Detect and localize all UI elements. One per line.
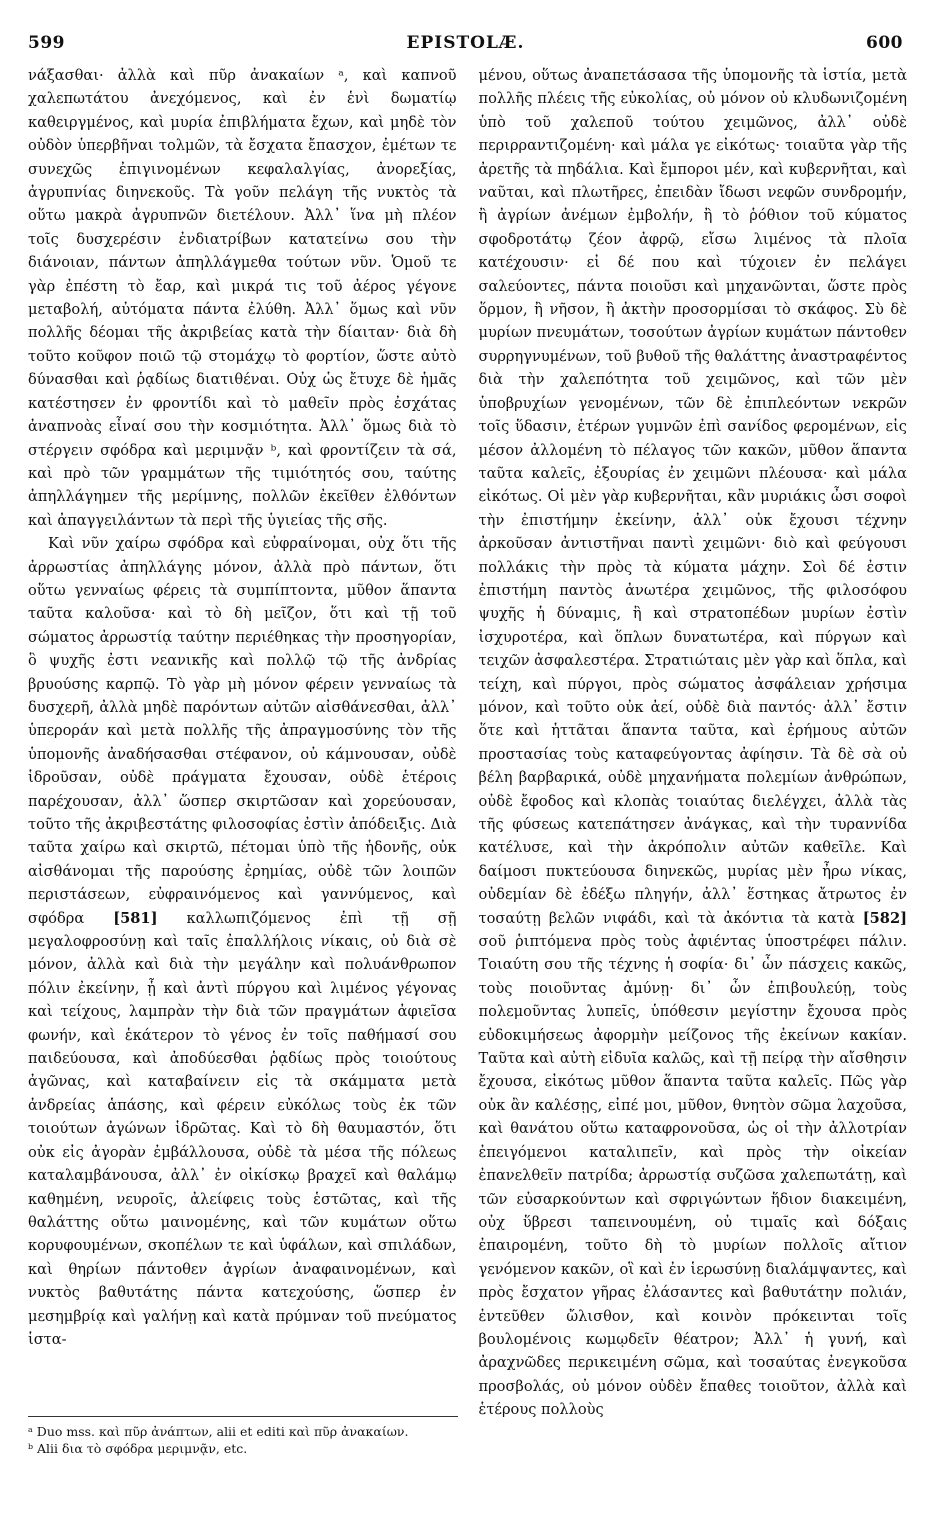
left-paragraph-1: νάξασθαι· ἀλλὰ καὶ πῦρ ἀνακαίων ᵃ, καὶ καπνοῦ χαλεπωτάτου ἀνεχόμενος, καὶ ἐν ἑνὶ δωματίῳ καθειργμένος, καὶ μυρία ἐπιβλήματα ἔχων, καὶ μηδὲ τὸν οὐδὸν ὑπερβῆναι τολμῶν, τὰ ἔσχατα ἔπασχον, ἐμέτων τε συνεχῶς ἐπιγινομένων κεφαλαλγίας, ἀνορεξίας, ἀγρυπνίας διηνεκοῦς. Τὰ γοῦν πελάγη τῆς νυκτὸς τὰ οὕτω μακρὰ ἀγρυπνῶν διετέλουν. Ἀλλ᾽ ἵνα μὴ πλέον τοῖς δυσχερέσιν ἐνδιατρίβων κατατείνω σου τὴν διάνοιαν, πάντων ἀπηλλάγμεθα τούτων νῦν. Ὁμοῦ τε γὰρ ἐπέστη τὸ ἔαρ, καὶ μικρά τις τοῦ ἀέρος γέγονε μεταβολή, αὐτόματα πάντα ἐλύθη. Ἀλλ᾽ ὅμως καὶ νῦν πολλῆς δέομαι τῆς ἀκριβείας κατὰ τὴν δίαιταν· διὰ δὴ τοῦτο κοῦφον ποιῶ τῷ στομάχῳ τὸ φορτίον, ὥστε αὐτὸ δύνασθαι καὶ ῥᾳδίως διατιθέναι. Οὐχ ὡς ἔτυχε δὲ ἡμᾶς κατέστησεν ἐν φροντίδι καὶ τὸ μαθεῖν πρὸς ἐσχάτας ἀναπνοὰς εἶναί σου τὴν κοσμιότητα. Ἀλλ᾽ ὅμως διὰ τὸ στέργειν σφόδρα καὶ μεριμνᾷν ᵇ, καὶ φροντίζειν τὰ σά, καὶ πρὸ τῶν γραμμάτων τῆς τιμιότητός σου, ταύτης ἀπηλλάγημεν τῆς μερίμνης, πολλῶν ἐκεῖθεν ἐλθόντων καὶ ἀπαγγειλάντων τὰ περὶ τῆς ὑγιείας τῆς σῆς. xyxy=(28,67,457,529)
right-paragraph-1-text-b: σοῦ ῥιπτόμενα πρὸς τοὺς ἀφιέντας ὑποστρέφει πάλιν. Τοιαύτη σου τῆς τέχνης ἡ σοφία· δι᾽ ὧν πάσχεις κακῶς, τοὺς ποιοῦντας ἀμύνῃ· δι᾽ ὧν ἐπιβουλεύῃ, τοὺς πολεμοῦντας λυπεῖς, ὑπόθεσιν μεγίστην ἔχουσα πρὸς εὐδοκιμήσεως ἀφορμὴν μείζονος τῆς ἐκείνων κακίαν. Ταῦτα καὶ αὐτὴ εἰδυῖα καλῶς, καὶ τῇ πείρᾳ τὴν αἴσθησιν ἔχουσα, εἰκότως μῦθον ἅπαντα ταῦτα καλεῖς. Πῶς γὰρ οὐκ ἂν καλέσῃς, εἰπέ μοι, μῦθον, θνητὸν σῶμα λαχοῦσα, καὶ θανάτου οὕτω καταφρονοῦσα, ὡς οἱ τὴν ἀλλοτρίαν ἐπειγόμενοι καταλιπεῖν, καὶ πρὸς τὴν οἰκείαν ἐπανελθεῖν πατρίδα; ἀρρωστίᾳ συζῶσα χαλεπωτάτῃ, καὶ τῶν εὐσαρκούντων καὶ σφριγώντων ἥδιον διακειμένη, οὐχ ὕβρεσι ταπεινουμένη, οὐ τιμαῖς καὶ δόξαις ἐπαιρομένη, τοῦτο δὴ τὸ μυρίων πολλοῖς αἴτιον γενόμενον κακῶν, οἳ καὶ ἐν ἱερωσύνῃ διαλάμψαντες, καὶ πρὸς ἔσχατον γῆρας ἐλάσαντες καὶ βαθυτάτην πολιάν, ἐντεῦθεν ὤλισθον, καὶ κοινὸν πρόκεινται τοῖς βουλομένοις κωμῳδεῖν θέατρον; Ἀλλ᾽ ἡ γυνή, καὶ ἀραχνῶδες περικειμένη σῶμα, καὶ τοσαύτας ἐνεγκοῦσα προσβολάς, οὐ μόνον οὐδὲν ἔπαθες τοιοῦτον, ἀλλὰ καὶ ἑτέρους πολλοὺς xyxy=(478,933,907,1419)
right-column xyxy=(479,64,908,1422)
footnotes xyxy=(28,1416,458,1457)
footnote-b: ᵇ Alii δια τὸ σφόδρα μεριμνᾷν, etc. xyxy=(28,1441,248,1456)
page-number-left: 599 xyxy=(28,33,65,53)
page-marker-582: [582] xyxy=(862,909,908,927)
left-paragraph-2-text-a: Καὶ νῦν χαίρω σφόδρα καὶ εὐφραίνομαι, οὐχ ὅτι τῆς ἀρρωστίας ἀπηλλάγης μόνον, ἀλλὰ πρὸ πάντων, ὅτι οὕτω γενναίως φέρεις τὰ συμπίπτοντα, μῦθον ἅπαντα ταῦτα καλοῦσα· καὶ τὸ δὴ μεῖζον, ὅτι καὶ τῇ τοῦ σώματος ἀρρωστίᾳ ταύτην περιέθηκας τὴν προσηγορίαν, ὃ ψυχῆς ἐστι νεανικῆς καὶ πολλῷ τῷ τῆς ἀνδρίας βρυούσης καρπῷ. Τὸ γὰρ μὴ μόνον φέρειν γενναίως τὰ δυσχερῆ, ἀλλὰ μηδὲ παρόντων αὐτῶν αἰσθάνεσθαι, ἀλλ᾽ ὑπεροράν καὶ μετὰ πολλῆς τῆς ἀπραγμοσύνης τὸν τῆς ὑπομονῆς ἀναδήσασθαι στέφανον, οὐ κάμνουσαν, οὐδὲ ἱδροῦσαν, οὐδὲ πράγματα ἔχουσαν, οὐδὲ ἑτέροις παρέχουσαν, ἀλλ᾽ ὥσπερ σκιρτῶσαν καὶ χορεύουσαν, τοῦτο τῆς ἀκριβεστάτης φιλοσοφίας ἐστὶν ἀπόδειξις. Διὰ ταῦτα χαίρω καὶ σκιρτῶ, πέτομαι ὑπὸ τῆς ἡδονῆς, οὐκ αἰσθάνομαι τῆς παρούσης ἐρημίας, οὐδὲ τῶν λοιπῶν περιστάσεων, εὐφραινόμενος καὶ γαννύμενος, καὶ σφόδρα xyxy=(28,535,457,927)
right-paragraph-1-text-a: μένου, οὕτως ἀναπετάσασα τῆς ὑπομονῆς τὰ ἱστία, μετὰ πολλῆς πλέεις τῆς εὐκολίας, οὐ μόνον οὐ κλυδωνιζομένη ὑπὸ τοῦ χαλεποῦ τούτου χειμῶνος, ἀλλ᾽ οὐδὲ περιρραντιζομένη· καὶ μάλα γε εἰκότως· τοιαῦτα γὰρ τῆς ἀρετῆς τὰ πηδάλια. Καὶ ἔμποροι μέν, καὶ κυβερνῆται, καὶ ναῦται, καὶ πλωτῆρες, ἐπειδὰν ἴδωσι νεφῶν συνδρομήν, ἢ ἀγρίων ἀνέμων ἐμβολήν, ἢ τὸ ῥόθιον τοῦ κύματος σφοδροτάτῳ ζέον ἀφρῷ, εἴσω λιμένος τὰ πλοῖα κατέχουσιν· εἰ δέ που καὶ τύχοιεν ἐν πελάγει σαλεύοντες, πάντα ποιοῦσι καὶ μηχανῶνται, ὥστε πρὸς ὅρμον, ἢ νῆσον, ἢ ἀκτὴν προσορμίσαι τὸ σκάφος. Σὺ δὲ μυρίων πνευμάτων, τοσούτων ἀγρίων κυμάτων πάντοθεν συρρηγνυμένων, τοῦ βυθοῦ τῆς θαλάττης ἀναστραφέντος διὰ τὴν χαλεπότητα τοῦ χειμῶνος, καὶ τῶν μὲν ὑποβρυχίων γενομένων, τῶν δὲ ἐπιπλεόντων νεκρῶν τοῖς ὕδασιν, ἑτέρων γυμνῶν ἐπὶ σανίδος φερομένων, εἰς μέσον ἀλλομένη τὸ πέλαγος τῶν κακῶν, μῦθον ἅπαντα ταῦτα καλεῖς, ἐξουρίας ἐν χειμῶνι πλέουσα· καὶ μάλα εἰκότως. Οἱ μὲν γὰρ κυβερνῆται, κἂν μυριάκις ὦσι σοφοὶ τὴν ἐπιστήμην ἐκείνην, ἀλλ᾽ οὐκ ἔχουσι τέχνην ἀρκοῦσαν ἀντιστῆναι παντὶ χειμῶνι· διὸ καὶ φεύγουσι πολλάκις τὴν πρὸς τὰ κύματα μάχην. Σοὶ δέ ἐστιν ἐπιστήμη παντὸς ἀνωτέρα χειμῶνος, τῆς φιλοσόφου ψυχῆς ἡ δύναμις, ἣ καὶ στρατοπέδων μυρίων ἐστὶν ἰσχυροτέρα, καὶ ὅπλων δυνατωτέρα, καὶ πύργων καὶ τειχῶν ἀσφαλεστέρα. Στρατιώταις μὲν γὰρ καὶ ὅπλα, καὶ τείχη, καὶ πύργοι, πρὸς σώματος ἀσφάλειαν χρήσιμα μόνον, καὶ τοῦτο οὐκ ἀεί, οὐδὲ διὰ παντός· ἀλλ᾽ ἔστιν ὅτε καὶ ἡττᾶται ἅπαντα ταῦτα, καὶ ἐρήμους αὐτῶν προστασίας τοὺς καταφεύγοντας ἀφίησιν. Τὰ δὲ σὰ οὐ βέλη βαρβαρικά, οὐδὲ μηχανήματα πολεμίων ἀνθρώπων, οὐδὲ ἔφοδος καὶ κλοπὰς τοιαύτας διελέγχει, ἀλλὰ τὰς τῆς φύσεως κατεπάτησεν ἀνάγκας, καὶ τὴν τυραννίδα κατέλυσε, καὶ τὴν ἀκρόπολιν αὐτῶν καθεῖλε. Καὶ δαίμοσι πυκτεύουσα διηνεκῶς, μυρίας μὲν ἦρω νίκας, οὐδεμίαν δὲ ἐδέξω πληγήν, ἀλλ᾽ ἕστηκας ἄτρωτος ἐν τοσαύτῃ βελῶν νιφάδι, καὶ τὰ ἀκόντια τὰ κατὰ xyxy=(478,67,907,927)
footnote-a: ᵃ Duo mss. καὶ πῦρ ἀνάπτων, alii et editi καὶ πῦρ ἀνακαίων. xyxy=(28,1424,409,1439)
page-marker-581: [581] xyxy=(113,909,158,927)
page-number-right: 600 xyxy=(865,33,903,53)
right-paragraph-1 xyxy=(479,64,908,1422)
running-title: EPISTOLÆ. xyxy=(406,33,525,53)
left-paragraph-2-text-b: καλλωπιζόμενος ἐπὶ τῇ σῇ μεγαλοφροσύνῃ καὶ ταῖς ἐπαλλήλοις νίκαις, οὐ διὰ σὲ μόνον, ἀλλὰ καὶ διὰ τὴν μεγάλην καὶ πολυάνθρωπον πόλιν ἐκείνην, ᾗ καὶ ἀντὶ πύργου καὶ λιμένος γέγονας καὶ τείχους, λαμπρὰν τὴν διὰ τῶν πραγμάτων ἀφιεῖσα φωνήν, καὶ ἑκάτερον τὸ γένος ἐν τοῖς παθήμασί σου παιδεύουσα, καὶ ἀποδύεσθαι ῥᾳδίως πρὸς τοιούτους ἀγῶνας, καὶ καταβαίνειν εἰς τὰ σκάμματα μετὰ ἀνδρείας ἁπάσης, καὶ φέρειν εὐκόλως τοὺς ἐκ τῶν τοιούτων ἀγώνων ἱδρῶτας. Καὶ τὸ δὴ θαυμαστόν, ὅτι οὐκ εἰς ἀγορὰν ἐμβάλλουσα, οὐδὲ τὰ μέσα τῆς πόλεως καταλαμβάνουσα, ἀλλ᾽ ἐν οἰκίσκῳ βραχεῖ καὶ θαλάμῳ καθημένη, νευροῖς, ἀλείφεις τοὺς ἑστῶτας, καὶ τῆς θαλάττης οὕτω μαινομένης, καὶ τῶν κυμάτων οὕτω κορυφουμένων, σκοπέλων τε καὶ ὑφάλων, καὶ σπιλάδων, καὶ θηρίων πάντοθεν ἀγρίων ἀναφαινομένων, καὶ νυκτὸς βαθυτάτης πάντα κατεχούσης, ὥσπερ ἐν μεσημβρίᾳ καὶ γαλήνῃ καὶ κατὰ πρύμναν τοῦ πνεύματος ἱστα- xyxy=(28,909,457,1348)
left-paragraph-2 xyxy=(28,532,457,1351)
running-header xyxy=(28,30,903,56)
text-columns xyxy=(28,64,907,1422)
left-column xyxy=(28,64,457,1422)
